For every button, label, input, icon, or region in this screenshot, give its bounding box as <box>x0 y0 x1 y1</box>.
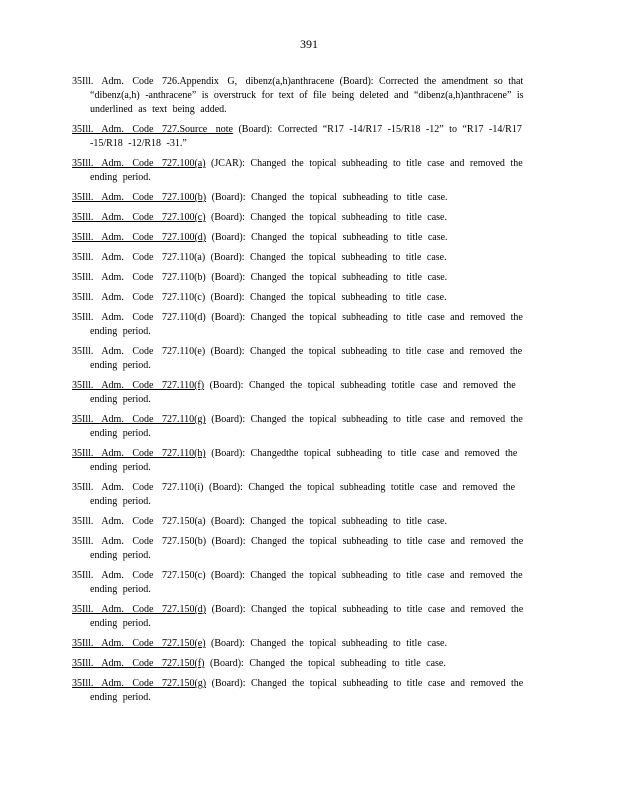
errata-entry <box>72 447 542 475</box>
entry-citation: 35Ill. Adm. Code 727.110(f) <box>72 380 205 391</box>
errata-entry <box>72 413 542 441</box>
errata-entry <box>72 677 542 705</box>
entry-citation: 35Ill. Adm. Code 727.110(d) <box>72 312 206 323</box>
entry-citation: 35Ill. Adm. Code 727.110(b) <box>72 272 206 283</box>
errata-entry <box>72 379 542 407</box>
entry-text: (Board): Changed the topical subheading totitle case and removed the ending period. <box>90 482 516 507</box>
entry-citation: 35Ill. Adm. Code 727.110(e) <box>72 346 206 357</box>
errata-entry <box>72 251 542 265</box>
errata-entry <box>72 569 542 597</box>
errata-list <box>72 75 542 711</box>
errata-entry <box>72 345 542 373</box>
errata-entry <box>72 123 542 151</box>
errata-entry <box>72 191 542 205</box>
entry-text: (Board): Changed the topical subheading to title case and removed the ending period. <box>90 346 523 371</box>
entry-text: (Board): Changed the topical subheading to title case. <box>205 516 447 527</box>
entry-text: (Board): Changed the topical subheading to title case and removed the ending period. <box>90 604 524 629</box>
entry-text: (Board): Changed the topical subheading to title case and removed the ending period. <box>90 536 524 561</box>
entry-text: (Board): Changed the topical subheading to title case and removed the ending period. <box>90 312 523 337</box>
entry-citation: 35Ill. Adm. Code 727.110(i) <box>72 482 204 493</box>
entry-text: (Board): Changed the topical subheading totitle case and removed the ending period. <box>90 380 516 405</box>
entry-citation: 35Ill. Adm. Code 727.110(g) <box>72 414 206 425</box>
entry-citation: 35Ill. Adm. Code 727.110(a) <box>72 252 206 263</box>
entry-text: (Board): Changed the topical subheading to title case and removed the ending period. <box>90 570 523 595</box>
entry-text: (Board): Changed the topical subheading to title case. <box>206 232 448 243</box>
entry-text: (Board): Changed the topical subheading to title case. <box>205 252 447 263</box>
entry-text: (Board): Changed the topical subheading to title case. <box>205 272 448 283</box>
errata-entry <box>72 75 542 117</box>
errata-entry <box>72 271 542 285</box>
entry-citation: 35Ill. Adm. Code 727.150(c) <box>72 570 206 581</box>
entry-text: (JCAR): Changed the topical subheading to title case and removed the ending period. <box>90 158 523 183</box>
entry-citation: 35Ill. Adm. Code 727.110(c) <box>72 292 206 303</box>
entry-text: (Board): Changed the topical subheading to title case. <box>204 658 446 669</box>
entry-citation: 35Ill. Adm. Code 727.150(g) <box>72 678 207 689</box>
entry-citation: 35Ill. Adm. Code 726.Appendix G, dibenz(a,h)anthracene <box>72 76 335 87</box>
entry-text: (Board): Corrected “R17 -14/R17 -15/R18 -12” to “R17 -14/R17 -15/R18 -12/R18 -31.” <box>90 124 522 149</box>
errata-entry <box>72 157 542 185</box>
entry-citation: 35Ill. Adm. Code 727.100(a) <box>72 158 206 169</box>
errata-entry <box>72 211 542 225</box>
entry-citation: 35Ill. Adm. Code 727.110(h) <box>72 448 206 459</box>
entry-text: (Board): Changed the topical subheading to title case. <box>205 212 447 223</box>
errata-entry <box>72 535 542 563</box>
entry-citation: 35Ill. Adm. Code 727.150(e) <box>72 638 206 649</box>
errata-entry <box>72 637 542 651</box>
errata-entry <box>72 481 542 509</box>
entry-text: (Board): Corrected the amendment so that “dibenz(a,h) -anthracene” is overstruck for text of file being deleted and “dibenz(a,h)anthracene” is underlined as text being added. <box>90 76 524 115</box>
entry-citation: 35Ill. Adm. Code 727.Source note <box>72 124 233 135</box>
errata-entry <box>72 231 542 245</box>
entry-text: (Board): Changed the topical subheading to title case. <box>206 192 448 203</box>
entry-citation: 35Ill. Adm. Code 727.150(a) <box>72 516 206 527</box>
entry-text: (Board): Changed the topical subheading to title case and removed the ending period. <box>90 678 524 703</box>
page-number: 391 <box>300 37 318 51</box>
errata-entry <box>72 657 542 671</box>
entry-text: (Board): Changed the topical subheading to title case. <box>205 292 447 303</box>
entry-citation: 35Ill. Adm. Code 727.150(d) <box>72 604 207 615</box>
entry-citation: 35Ill. Adm. Code 727.150(b) <box>72 536 207 547</box>
entry-text: (Board): Changedthe topical subheading to title case and removed the ending period. <box>90 448 518 473</box>
errata-entry <box>72 291 542 305</box>
entry-citation: 35Ill. Adm. Code 727.100(c) <box>72 212 206 223</box>
entry-text: (Board): Changed the topical subheading to title case and removed the ending period. <box>90 414 523 439</box>
errata-entry <box>72 515 542 529</box>
errata-entry <box>72 311 542 339</box>
entry-citation: 35Ill. Adm. Code 727.100(d) <box>72 232 207 243</box>
entry-text: (Board): Changed the topical subheading to title case. <box>205 638 447 649</box>
entry-citation: 35Ill. Adm. Code 727.150(f) <box>72 658 205 669</box>
entry-citation: 35Ill. Adm. Code 727.100(b) <box>72 192 207 203</box>
errata-entry <box>72 603 542 631</box>
